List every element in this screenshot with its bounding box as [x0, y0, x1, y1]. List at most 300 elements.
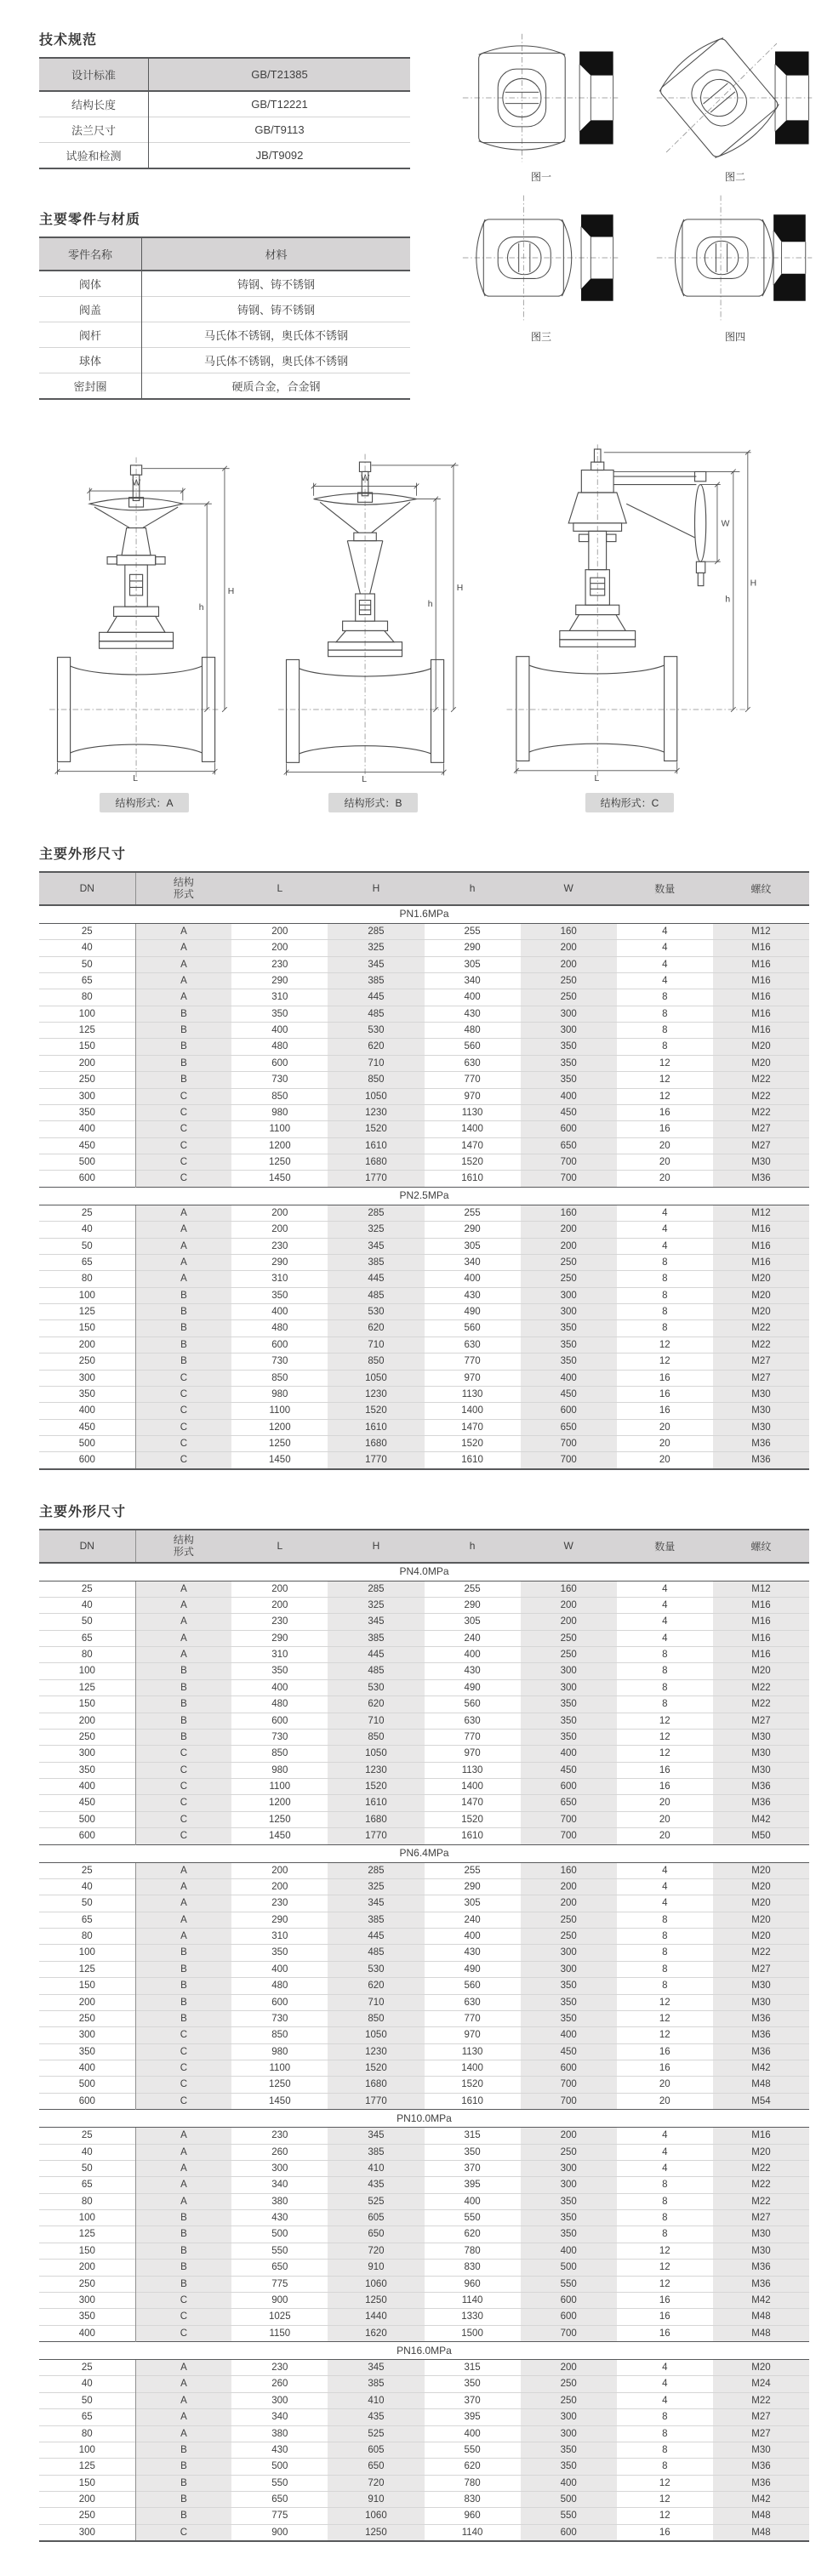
table-cell: 250: [521, 2392, 617, 2408]
table-cell: 20: [617, 1795, 713, 1811]
table-cell: 350: [231, 1287, 328, 1303]
table-cell: 马氏体不锈钢，奥氏体不锈钢: [142, 322, 411, 348]
table-cell: 4: [617, 923, 713, 939]
table-cell: 345: [328, 1895, 424, 1912]
table-cell: 1610: [328, 1795, 424, 1811]
table-cell: 980: [231, 1386, 328, 1402]
table-cell: 4: [617, 1222, 713, 1238]
table-cell: 8: [617, 2226, 713, 2243]
table-header-row: [39, 872, 809, 905]
table-cell: 430: [425, 1287, 521, 1303]
table-cell: 650: [328, 2226, 424, 2243]
column-header-text: L: [277, 1540, 283, 1553]
table-cell: 4: [617, 2376, 713, 2392]
table-cell: 630: [425, 1994, 521, 2010]
spec-tables-column: [39, 29, 410, 400]
table-cell: JB/T9092: [149, 143, 411, 169]
column-header: [39, 872, 135, 905]
column-header: [521, 1530, 617, 1563]
table-cell: 300: [521, 2409, 617, 2425]
table-cell: 450: [39, 1795, 135, 1811]
table-row: [39, 143, 410, 169]
table-cell: 500: [39, 2077, 135, 2093]
dimension-row: [39, 1895, 809, 1912]
table-cell: 600: [39, 2093, 135, 2109]
table-cell: 305: [425, 956, 521, 972]
table-cell: 1440: [328, 2309, 424, 2325]
table-cell: 1200: [231, 1795, 328, 1811]
table-cell: 100: [39, 1945, 135, 1961]
table-cell: A: [135, 940, 231, 956]
table-cell: 400: [231, 1023, 328, 1039]
table-cell: 500: [39, 1154, 135, 1171]
column-header: [231, 1530, 328, 1563]
dimension-row: [39, 1614, 809, 1630]
ball-seat-front-diagram: [456, 31, 626, 165]
table-cell: 350: [521, 2442, 617, 2458]
table-cell: 530: [328, 1304, 424, 1320]
table-cell: M27: [713, 1713, 809, 1729]
table-cell: 300: [521, 1304, 617, 1320]
table-cell: 8: [617, 2177, 713, 2193]
table-cell: A: [135, 1205, 231, 1221]
dimension-row: [39, 1961, 809, 1977]
table-cell: 350: [521, 1713, 617, 1729]
top-section: [39, 29, 811, 400]
table-cell: 550: [425, 2442, 521, 2458]
table-cell: 910: [328, 2260, 424, 2276]
table-cell: 8: [617, 1929, 713, 1945]
column-header-text: 结构形式: [173, 876, 194, 901]
table-cell: M30: [713, 1154, 809, 1171]
table-cell: 780: [425, 2475, 521, 2491]
pressure-label: PN16.0MPa: [39, 2342, 809, 2360]
table-cell: 400: [425, 1647, 521, 1663]
table-cell: 结构长度: [39, 91, 149, 117]
table-cell: GB/T9113: [149, 117, 411, 143]
table-cell: 345: [328, 1614, 424, 1630]
table-cell: 600: [521, 2060, 617, 2077]
table-cell: 200: [521, 1222, 617, 1238]
table-cell: 775: [231, 2276, 328, 2292]
dim-label-h: h: [198, 602, 204, 613]
table-cell: 20: [617, 1154, 713, 1171]
table-cell: B: [135, 1072, 231, 1088]
figure-1: [444, 31, 638, 184]
table-cell: 410: [328, 2160, 424, 2176]
table-cell: 730: [231, 1729, 328, 1745]
table-cell: 290: [231, 1630, 328, 1646]
table-cell: 1025: [231, 2309, 328, 2325]
table-cell: 1520: [328, 1403, 424, 1419]
table-cell: 1330: [425, 2309, 521, 2325]
table-cell: A: [135, 1254, 231, 1270]
table-cell: 300: [521, 2177, 617, 2193]
table-cell: 300: [521, 1961, 617, 1977]
table-cell: 1250: [231, 2077, 328, 2093]
table-cell: M16: [713, 972, 809, 989]
table-cell: 1150: [231, 2325, 328, 2341]
table-cell: M20: [713, 1895, 809, 1912]
table-cell: C: [135, 2524, 231, 2541]
dimension-row: [39, 1238, 809, 1254]
table-cell: C: [135, 1370, 231, 1386]
table-cell: M22: [713, 1320, 809, 1336]
table-cell: 700: [521, 1171, 617, 1187]
pressure-section-row: [39, 1187, 809, 1205]
table-cell: 345: [328, 956, 424, 972]
table-cell: 300: [231, 2160, 328, 2176]
table-cell: 160: [521, 1205, 617, 1221]
table-cell: 970: [425, 1088, 521, 1104]
table-cell: 500: [521, 2260, 617, 2276]
table-cell: 620: [328, 1039, 424, 1055]
table-cell: M30: [713, 2226, 809, 2243]
table-cell: C: [135, 2325, 231, 2341]
table-cell: B: [135, 2276, 231, 2292]
ball-seat-side-diagram: [456, 191, 626, 325]
table-cell: 550: [521, 2508, 617, 2524]
table-cell: 16: [617, 2292, 713, 2308]
table-cell: 700: [521, 1452, 617, 1469]
table-cell: M22: [713, 2160, 809, 2176]
dimension-row: [39, 1039, 809, 1055]
dimension-row: [39, 2160, 809, 2176]
column-header-text: H: [372, 882, 380, 895]
table-cell: 255: [425, 1205, 521, 1221]
table-cell: 150: [39, 2243, 135, 2259]
table-cell: 20: [617, 2093, 713, 2109]
table-cell: 16: [617, 1386, 713, 1402]
dim-label-l: L: [594, 774, 600, 782]
table-cell: B: [135, 1994, 231, 2010]
table-cell: 12: [617, 1713, 713, 1729]
table-cell: 970: [425, 1370, 521, 1386]
table-cell: 1060: [328, 2508, 424, 2524]
pressure-section-row: [39, 2342, 809, 2360]
column-header: [328, 872, 424, 905]
table-cell: 4: [617, 956, 713, 972]
table-cell: 8: [617, 2210, 713, 2226]
table-cell: B: [135, 1336, 231, 1353]
table-cell: 200: [521, 956, 617, 972]
table-cell: M22: [713, 2177, 809, 2193]
column-header-text: L: [277, 882, 283, 895]
table-cell: 4: [617, 2144, 713, 2160]
table-cell: M16: [713, 1597, 809, 1613]
table-cell: B: [135, 1696, 231, 1713]
table-cell: 1520: [425, 1436, 521, 1452]
table-cell: 350: [521, 1696, 617, 1713]
table-cell: 720: [328, 2243, 424, 2259]
table-cell: 16: [617, 1121, 713, 1137]
table-cell: 430: [425, 1945, 521, 1961]
table-cell: 305: [425, 1614, 521, 1630]
table-cell: 350: [521, 1978, 617, 1994]
dimension-row: [39, 1137, 809, 1154]
table-cell: 25: [39, 2128, 135, 2144]
table-cell: 400: [425, 1271, 521, 1287]
figure-3-label: 图三: [530, 331, 551, 343]
table-cell: 1100: [231, 1403, 328, 1419]
table-cell: 650: [521, 1419, 617, 1435]
table-cell: 4: [617, 2360, 713, 2376]
table-cell: C: [135, 2309, 231, 2325]
table-cell: 1230: [328, 1104, 424, 1120]
table-cell: 630: [425, 1713, 521, 1729]
table-cell: A: [135, 2392, 231, 2408]
table-cell: 125: [39, 1679, 135, 1695]
valve-drawing-a: [44, 420, 244, 782]
table-cell: C: [135, 2027, 231, 2043]
dimension-row: [39, 1403, 809, 1419]
table-cell: A: [135, 956, 231, 972]
table-cell: 350: [521, 1994, 617, 2010]
table-cell: M54: [713, 2093, 809, 2109]
table-cell: 250: [521, 972, 617, 989]
table-cell: C: [135, 1154, 231, 1171]
table-cell: B: [135, 2243, 231, 2259]
table-cell: 40: [39, 2144, 135, 2160]
table-cell: M22: [713, 2392, 809, 2408]
table-cell: 1050: [328, 2027, 424, 2043]
table-cell: 385: [328, 2144, 424, 2160]
table-cell: 4: [617, 940, 713, 956]
table-cell: 605: [328, 2210, 424, 2226]
table-cell: M16: [713, 1006, 809, 1022]
dimension-row: [39, 1597, 809, 1613]
table-cell: 450: [521, 2043, 617, 2060]
table-cell: M16: [713, 1023, 809, 1039]
table-cell: M48: [713, 2508, 809, 2524]
table-cell: 1470: [425, 1795, 521, 1811]
table-cell: 阀盖: [39, 297, 142, 322]
table-cell: 430: [425, 1663, 521, 1679]
dimension-row: [39, 1994, 809, 2010]
table-cell: 8: [617, 2409, 713, 2425]
table-cell: 50: [39, 1238, 135, 1254]
dimension-row: [39, 2325, 809, 2341]
table-cell: 700: [521, 2077, 617, 2093]
dimension-row: [39, 2043, 809, 2060]
table-cell: 970: [425, 2027, 521, 2043]
table-cell: 385: [328, 972, 424, 989]
table-cell: 230: [231, 956, 328, 972]
table-cell: M48: [713, 2077, 809, 2093]
dimension-row: [39, 2010, 809, 2026]
table-cell: 600: [39, 1171, 135, 1187]
table-cell: 8: [617, 1254, 713, 1270]
table-cell: 600: [39, 1828, 135, 1844]
table-cell: B: [135, 1320, 231, 1336]
table-cell: 8: [617, 1679, 713, 1695]
table-cell: 1770: [328, 1452, 424, 1469]
table-cell: 350: [521, 1072, 617, 1088]
table-cell: 400: [521, 2243, 617, 2259]
table-cell: 200: [231, 1597, 328, 1613]
table-row: [39, 271, 410, 297]
table-cell: 500: [39, 1436, 135, 1452]
table-cell: 400: [231, 1679, 328, 1695]
table-cell: 1620: [328, 2325, 424, 2341]
table-cell: 1470: [425, 1419, 521, 1435]
materials-table: [39, 237, 410, 400]
table-cell: M27: [713, 2425, 809, 2442]
table-cell: M16: [713, 940, 809, 956]
table-cell: 12: [617, 2010, 713, 2026]
table-cell: 16: [617, 2524, 713, 2541]
table-cell: A: [135, 1912, 231, 1928]
table-cell: 350: [39, 2309, 135, 2325]
table-cell: 500: [231, 2226, 328, 2243]
table-cell: 1400: [425, 2060, 521, 2077]
table-cell: 1130: [425, 1104, 521, 1120]
table-cell: 40: [39, 2376, 135, 2392]
table-cell: 200: [39, 1713, 135, 1729]
table-cell: 300: [521, 1945, 617, 1961]
dimension-row: [39, 2027, 809, 2043]
table-cell: 290: [425, 1597, 521, 1613]
table-cell: C: [135, 1436, 231, 1452]
table-cell: 450: [521, 1762, 617, 1778]
table-cell: B: [135, 2459, 231, 2475]
table-cell: 400: [521, 1088, 617, 1104]
table-cell: 315: [425, 2128, 521, 2144]
table-cell: 250: [39, 2010, 135, 2026]
table-cell: 350: [425, 2376, 521, 2392]
table-cell: 12: [617, 1088, 713, 1104]
table-cell: 345: [328, 2360, 424, 2376]
table-cell: 850: [328, 2010, 424, 2026]
table-cell: 650: [231, 2260, 328, 2276]
table-cell: 550: [231, 2243, 328, 2259]
table-cell: A: [135, 1647, 231, 1663]
column-header: [231, 872, 328, 905]
dimension-row: [39, 1287, 809, 1303]
table-cell: M22: [713, 1088, 809, 1104]
table-cell: 80: [39, 1271, 135, 1287]
table-cell: 530: [328, 1961, 424, 1977]
table-cell: B: [135, 2260, 231, 2276]
table-cell: 1450: [231, 1452, 328, 1469]
column-header-text: 结构形式: [173, 1533, 194, 1559]
table-cell: B: [135, 1304, 231, 1320]
table-cell: M30: [713, 1419, 809, 1435]
table-cell: 240: [425, 1630, 521, 1646]
table-cell: 200: [231, 940, 328, 956]
table-cell: 980: [231, 2043, 328, 2060]
table-cell: 445: [328, 1929, 424, 1945]
table-cell: 12: [617, 2475, 713, 2491]
table-cell: 1610: [425, 2093, 521, 2109]
materials-heading: 主要零件与材质: [39, 213, 141, 227]
dimension-row: [39, 1088, 809, 1104]
dimension-row: [39, 2243, 809, 2259]
table-cell: M27: [713, 2210, 809, 2226]
table-cell: 485: [328, 1663, 424, 1679]
table-cell: 250: [39, 1729, 135, 1745]
table-cell: M20: [713, 1039, 809, 1055]
table-cell: B: [135, 1055, 231, 1071]
table-cell: 密封圈: [39, 373, 142, 400]
table-cell: M16: [713, 1630, 809, 1646]
table-cell: 325: [328, 1878, 424, 1895]
table-cell: 80: [39, 2425, 135, 2442]
table-cell: 4: [617, 1614, 713, 1630]
dimension-row: [39, 923, 809, 939]
table-cell: 20: [617, 1811, 713, 1827]
table-cell: 385: [328, 1630, 424, 1646]
table-cell: 300: [39, 1088, 135, 1104]
table-cell: 1100: [231, 2060, 328, 2077]
table-cell: 1520: [328, 1779, 424, 1795]
table-cell: C: [135, 1811, 231, 1827]
table-cell: C: [135, 1104, 231, 1120]
table-cell: M42: [713, 2060, 809, 2077]
table-cell: A: [135, 1878, 231, 1895]
table-cell: 125: [39, 1023, 135, 1039]
table-cell: 260: [231, 2144, 328, 2160]
table-cell: M42: [713, 2292, 809, 2308]
table-cell: 525: [328, 2193, 424, 2209]
table-cell: M12: [713, 923, 809, 939]
table-cell: M16: [713, 989, 809, 1006]
table-cell: 600: [521, 1779, 617, 1795]
table-cell: 290: [425, 1878, 521, 1895]
table-cell: 300: [39, 1370, 135, 1386]
table-cell: M36: [713, 1795, 809, 1811]
table-cell: M30: [713, 1994, 809, 2010]
table-cell: 1680: [328, 1436, 424, 1452]
table-cell: C: [135, 2060, 231, 2077]
table-cell: 250: [521, 1647, 617, 1663]
table-cell: M36: [713, 2459, 809, 2475]
table-cell: 25: [39, 1862, 135, 1878]
table-cell: 620: [328, 1320, 424, 1336]
table-cell: 16: [617, 2325, 713, 2341]
table-cell: 450: [39, 1137, 135, 1154]
table-cell: C: [135, 1419, 231, 1435]
figure-grid: [444, 31, 833, 350]
table-cell: 160: [521, 923, 617, 939]
table-cell: 485: [328, 1287, 424, 1303]
tech-spec-table: [39, 57, 410, 169]
table-cell: 250: [521, 1271, 617, 1287]
table-cell: 1520: [425, 2077, 521, 2093]
valve-drawing-b: [273, 420, 473, 782]
column-header: [713, 1530, 809, 1563]
table-cell: M30: [713, 1403, 809, 1419]
dimension-row: [39, 1336, 809, 1353]
table-cell: 1520: [425, 1154, 521, 1171]
table-cell: 560: [425, 1039, 521, 1055]
table-cell: 560: [425, 1978, 521, 1994]
dimension-row: [39, 1912, 809, 1928]
column-header-text: 螺纹: [750, 1540, 772, 1553]
table-cell: 400: [39, 1121, 135, 1137]
column-header: [135, 1530, 231, 1563]
table-cell: M16: [713, 956, 809, 972]
table-cell: 12: [617, 2243, 713, 2259]
dimension-row: [39, 2077, 809, 2093]
table-cell: 400: [231, 1961, 328, 1977]
table-cell: 4: [617, 2128, 713, 2144]
table-cell: 12: [617, 2276, 713, 2292]
table-cell: 850: [328, 1729, 424, 1745]
dim-label-h: h: [725, 595, 731, 605]
table-cell: 400: [425, 2193, 521, 2209]
table-cell: 710: [328, 1055, 424, 1071]
